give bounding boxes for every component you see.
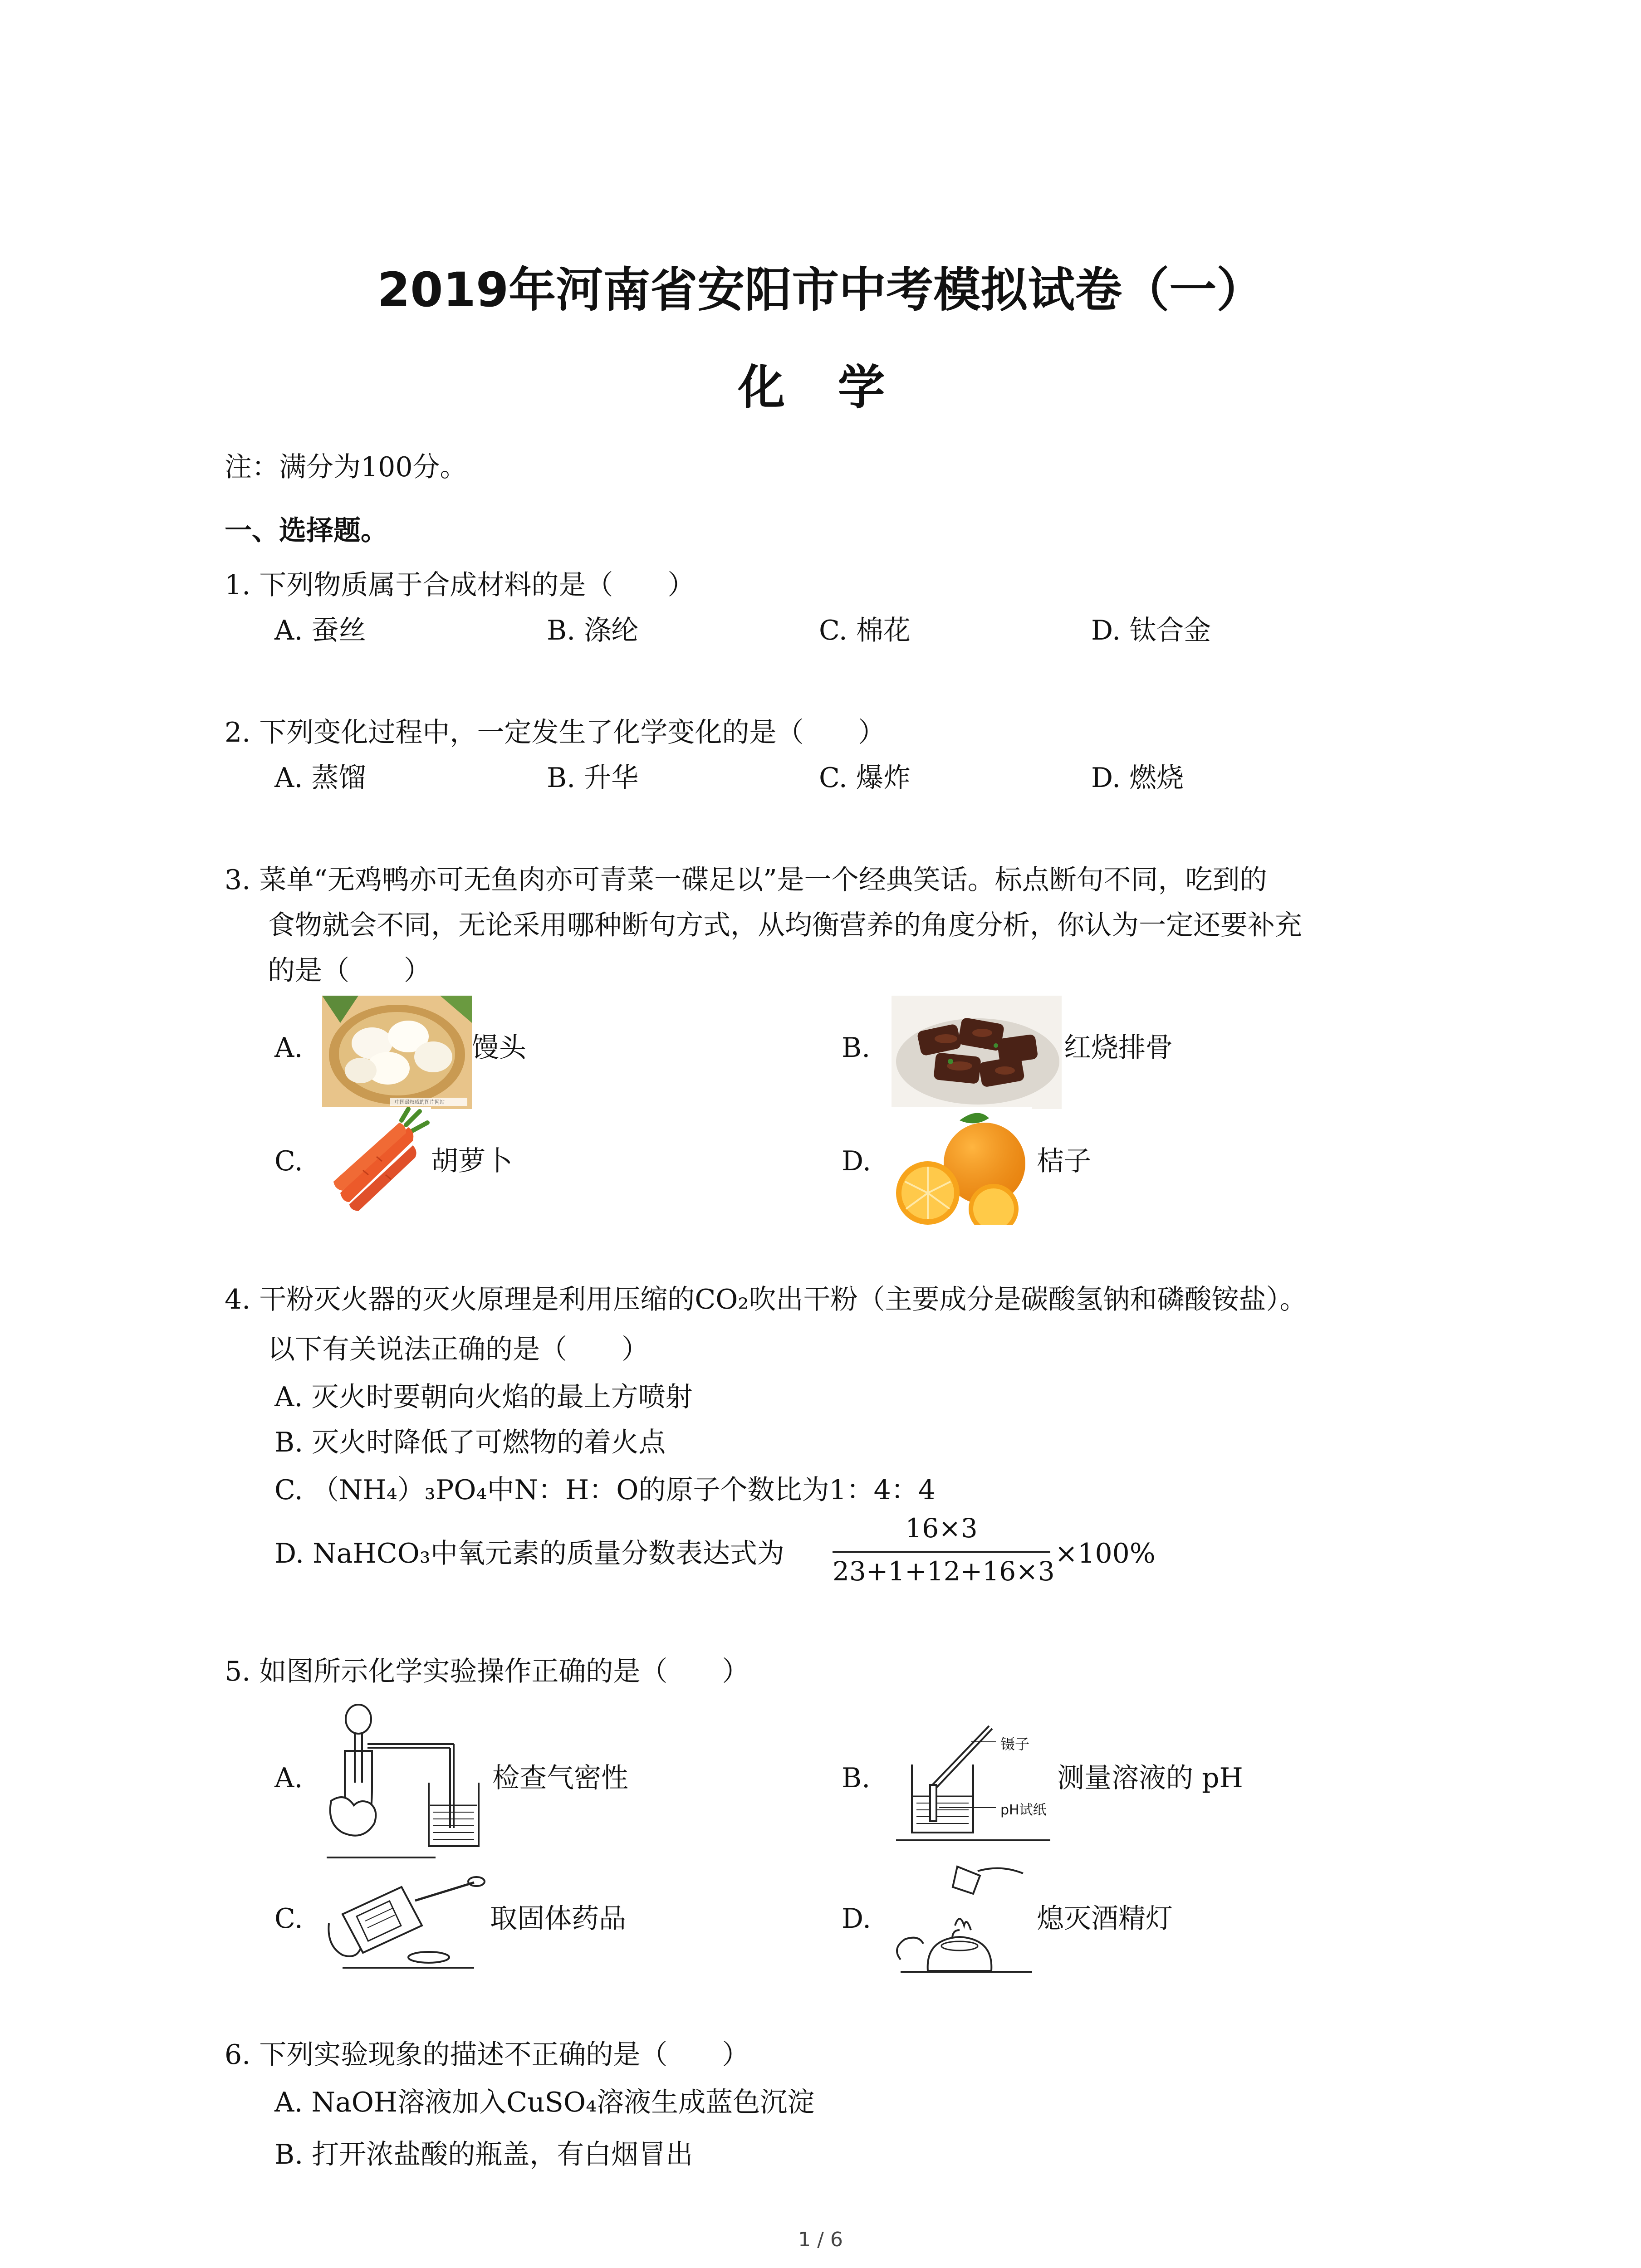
q1-option-c: C. 棉花 (819, 615, 911, 646)
q4-option-d: D. NaHCO₃中氧元素的质量分数表达式为 (274, 1538, 784, 1569)
q4-option-c: C. （NH₄）₃PO₄中N：H：O的原子个数比为1：4：4 (274, 1474, 936, 1506)
subject-title: 化 学 (738, 360, 903, 415)
q3-option-c-letter: C. (274, 1145, 303, 1177)
braised-ribs-image (892, 996, 1062, 1109)
question-2-stem: 2. 下列变化过程中，一定发生了化学变化的是（ ） (225, 717, 886, 748)
exam-title: 2019年河南省安阳市中考模拟试卷（一） (377, 262, 1264, 318)
q2-option-d: D. 燃烧 (1091, 762, 1184, 794)
question-3-line-1: 3. 菜单“无鸡鸭亦可无鱼肉亦可青菜一碟足以”是一个经典笑话。标点断句不同，吃到的 (225, 864, 1267, 896)
q5-option-c-letter: C. (274, 1903, 303, 1935)
fraction-numerator: 16×3 (905, 1513, 978, 1544)
q1-option-b: B. 涤纶 (547, 615, 639, 646)
q5-option-d-letter: D. (842, 1903, 872, 1935)
question-6-stem: 6. 下列实验现象的描述不正确的是（ ） (225, 2039, 749, 2071)
q3-option-a-text: 馒头 (472, 1032, 526, 1064)
q5-option-d-text: 熄灭酒精灯 (1037, 1903, 1173, 1935)
q3-option-d-text: 桔子 (1037, 1145, 1091, 1177)
fraction-denominator: 23+1+12+16×3 (833, 1556, 1055, 1587)
page-number: 1 / 6 (798, 2228, 843, 2251)
question-4-line-1: 4. 干粉灭火器的灭火原理是利用压缩的CO₂吹出干粉（主要成分是碳酸氢钠和磷酸铵盐）。 (225, 1284, 1307, 1315)
carrots-image (322, 1107, 431, 1216)
q6-option-a: A. NaOH溶液加入CuSO₄溶液生成蓝色沉淀 (274, 2087, 815, 2118)
q6-option-b: B. 打开浓盐酸的瓶盖，有白烟冒出 (274, 2139, 693, 2170)
q1-option-d: D. 钛合金 (1091, 615, 1211, 646)
solid-reagent-diagram (324, 1864, 492, 1973)
q5-option-a-text: 检查气密性 (492, 1762, 628, 1794)
q5-option-c-text: 取固体药品 (490, 1903, 626, 1935)
q4-option-b: B. 灭火时降低了可燃物的着火点 (274, 1427, 666, 1458)
oranges-image (892, 1107, 1032, 1225)
image-watermark: 中国最权威的图片网站 (395, 1099, 445, 1105)
question-5-stem: 5. 如图所示化学实验操作正确的是（ ） (225, 1656, 749, 1687)
question-3-line-2: 食物就会不同，无论采用哪种断句方式，从均衡营养的角度分析，你认为一定还要补充 (268, 909, 1302, 941)
tweezers-label: 镊子 (1000, 1735, 1030, 1753)
q2-option-b: B. 升华 (547, 762, 639, 794)
score-note: 注：满分为100分。 (225, 451, 467, 483)
q1-option-a: A. 蚕丝 (274, 615, 366, 646)
alcohol-lamp-diagram (892, 1862, 1041, 1975)
fraction-tail: ×100% (1055, 1538, 1156, 1569)
ph-measure-diagram (892, 1721, 1055, 1844)
steamed-buns-image (322, 996, 472, 1109)
ph-paper-label: pH试纸 (1000, 1802, 1047, 1818)
q4-option-a: A. 灭火时要朝向火焰的最上方喷射 (274, 1381, 693, 1413)
question-3-line-3: 的是（ ） (268, 955, 431, 987)
section-heading: 一、选择题。 (225, 515, 388, 547)
q3-option-c-text: 胡萝卜 (431, 1145, 513, 1177)
airtightness-check-diagram (318, 1696, 490, 1860)
q3-option-d-letter: D. (842, 1145, 872, 1177)
q3-option-b-letter: B. (842, 1032, 871, 1064)
q3-option-a-letter: A. (274, 1032, 303, 1064)
q2-option-a: A. 蒸馏 (274, 762, 366, 794)
fraction-bar (833, 1551, 1050, 1553)
q5-option-b-text: 测量溶液的 pH (1057, 1762, 1243, 1794)
q5-option-a-letter: A. (274, 1762, 303, 1794)
q3-option-b-text: 红烧排骨 (1064, 1032, 1173, 1064)
q2-option-c: C. 爆炸 (819, 762, 911, 794)
question-1-stem: 1. 下列物质属于合成材料的是（ ） (225, 569, 695, 601)
question-4-line-2: 以下有关说法正确的是（ ） (268, 1334, 649, 1365)
q5-option-b-letter: B. (842, 1762, 871, 1794)
